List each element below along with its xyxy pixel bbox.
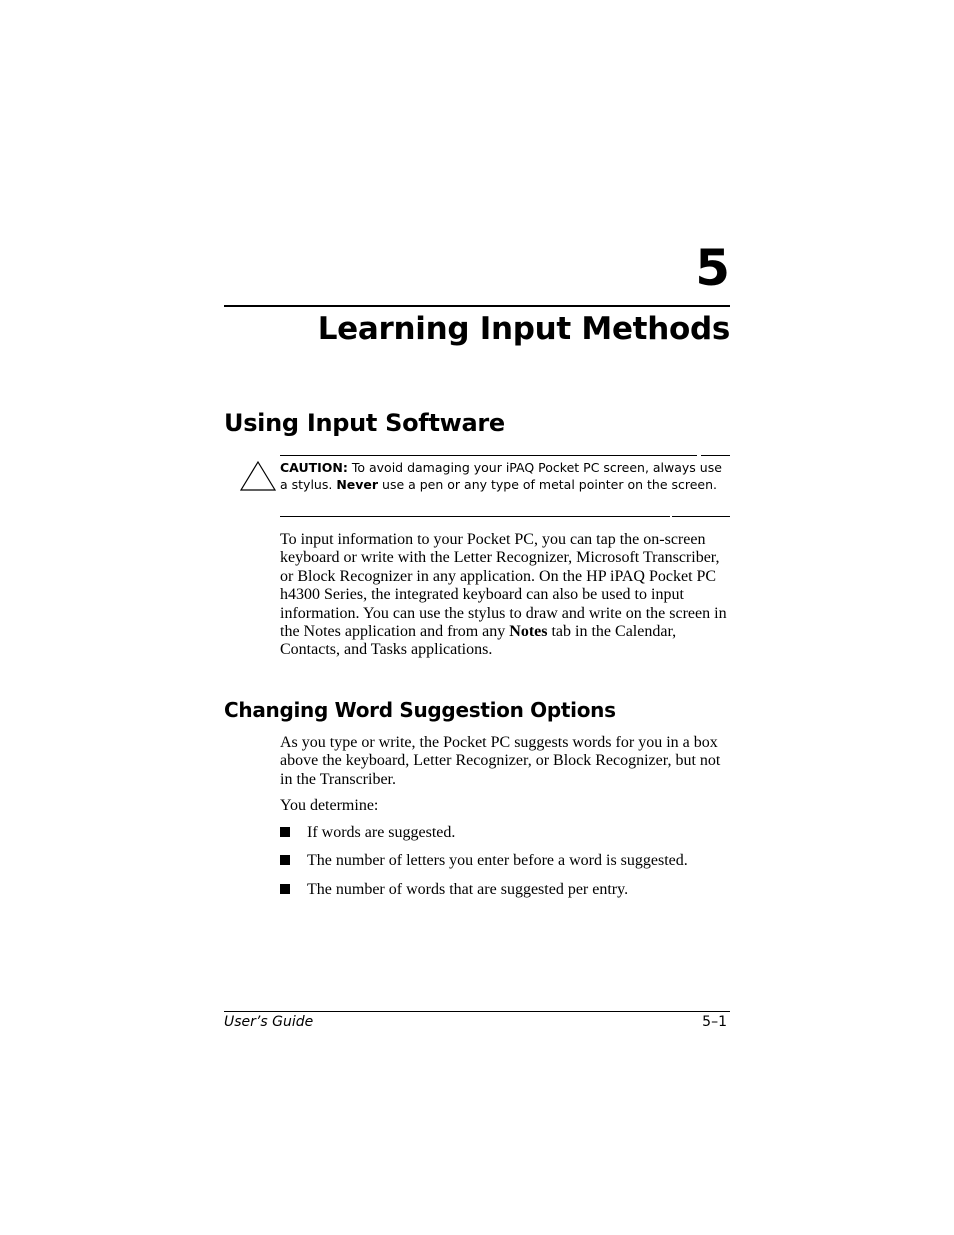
subsection-heading: Changing Word Suggestion Options — [224, 698, 616, 722]
subsection-paragraph: As you type or write, the Pocket PC suggests words for you in a box above the keyboard, Letter Recognizer, or Block Recognizer, but not in the Transcriber. — [280, 734, 721, 788]
caution-top-rule — [280, 455, 697, 456]
bullet-square-icon — [280, 827, 290, 837]
section-heading: Using Input Software — [224, 409, 505, 437]
list-item — [280, 824, 740, 842]
caution-text-before: To avoid damaging your iPAQ Pocket PC screen, always use a stylus. — [280, 460, 722, 492]
caution-text-after: use a pen or any type of metal pointer on the screen. — [378, 477, 718, 492]
bullet-square-icon — [280, 884, 290, 894]
list-item-text: If words are suggested. — [307, 824, 456, 841]
list-item-text: The number of letters you enter before a word is suggested. — [307, 852, 688, 869]
list-item-text: The number of words that are suggested per entry. — [307, 881, 629, 898]
caution-bottom-rule-segment — [672, 516, 730, 517]
caution-emphasis: Never — [336, 477, 379, 492]
footer-page-number: 5–1 — [702, 1014, 727, 1030]
chapter-rule — [224, 305, 730, 307]
caution-top-rule-segment — [701, 455, 730, 456]
lead-in-text: You determine: — [280, 797, 379, 814]
caution-triangle-icon — [240, 460, 276, 492]
chapter-number: 5 — [695, 239, 730, 297]
caution-label: CAUTION: — [280, 460, 348, 475]
bullet-square-icon — [280, 855, 290, 865]
intro-paragraph — [280, 531, 735, 660]
footer-rule — [224, 1011, 730, 1012]
caution-note — [280, 459, 725, 493]
chapter-title: Learning Input Methods — [317, 311, 730, 347]
caution-bottom-rule — [280, 516, 670, 517]
intro-text-before: To input information to your Pocket PC, you can tap the on-screen keyboard or write with the Letter Recognizer, Microsoft Transcriber, or Block Recognizer in any application. On the HP iPAQ Pocket PC h4300 Series, the integrated keyboard can also be used to input information. You can use the stylus to draw and write on the screen in the Notes application and from any — [280, 531, 727, 641]
list-item — [280, 881, 740, 899]
footer-guide-title: User’s Guide — [224, 1014, 314, 1030]
list-item — [280, 852, 740, 870]
intro-text-after: tab in the Calendar, Contacts, and Tasks applications. — [280, 623, 677, 659]
intro-bold-notes: Notes — [509, 623, 548, 641]
